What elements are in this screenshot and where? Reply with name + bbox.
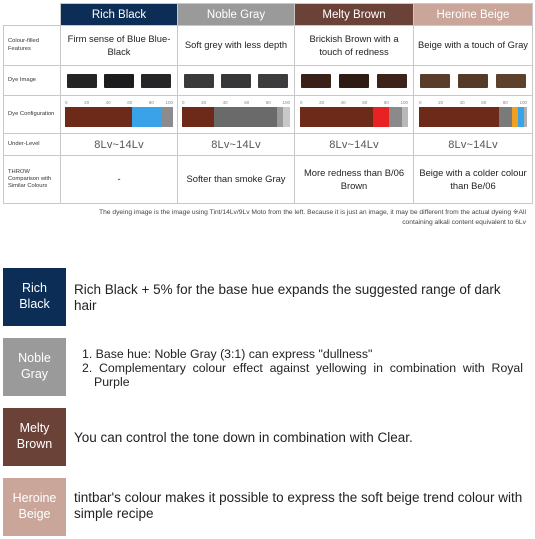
dye-image-cell [414,66,533,96]
throw-cell: Softer than smoke Gray [178,156,295,204]
features-cell: Firm sense of Blue Blue-Black [61,26,178,66]
desc-rich-black [3,268,532,326]
dye-config-cell [414,96,533,134]
col-header-rich-black: Rich Black [61,4,178,26]
config-tick-label: 20 [438,99,444,105]
dye-swatch [184,74,214,88]
dye-swatch [221,74,251,88]
row-label-features: Colour-filled Features [4,26,61,66]
tile-line2: Gray [20,367,49,381]
desc-text: You can control the tone down in combination with Clear. [74,430,413,445]
features-cell: Brickish Brown with a touch of redness [295,26,414,66]
throw-row [4,156,533,204]
desc-heroine-beige [3,478,532,536]
dye-image-row [4,66,533,96]
config-tick-label: 40 [459,99,465,105]
dye-config-bar [300,100,408,130]
desc-melty-brown [3,408,532,466]
config-tick-label: 60 [362,99,368,105]
dye-config-bar [182,100,290,130]
tile-rich-black [3,268,66,326]
tile-line1: Melty [19,421,50,436]
dyeing-note: The dyeing image is the image using Tint/14Lv/9Lv Moto from the left. Because it is just an image, it may be different from the actual dyeing ※All containing alkali content equivalent to 6Lv [98,209,526,227]
config-tick-label: 20 [319,99,325,105]
tile-line2: Brown [16,437,53,451]
config-tick-label: 60 [127,99,133,105]
config-tick-label: 80 [502,99,508,105]
tile-noble-gray [3,338,66,396]
dye-config-cell [295,96,414,134]
dye-swatch [420,74,450,88]
config-tick-label: 60 [244,99,250,105]
throw-cell: More redness than B/06 Brown [295,156,414,204]
tile-line2: Black [19,297,50,311]
config-segment [389,107,402,127]
config-tick-label: 0 [182,99,185,105]
swatch-group [414,74,532,88]
dye-swatch [301,74,331,88]
config-tick-label: 100 [519,99,527,105]
dye-swatch [496,74,526,88]
config-tick-label: 80 [383,99,389,105]
dye-config-cell [61,96,178,134]
under-level-cell: 8Lv~14Lv [61,134,178,156]
config-segment [524,107,527,127]
row-label-dye-config: Dye Configuration [4,96,61,134]
dye-swatch [458,74,488,88]
dye-image-cell [295,66,414,96]
config-segment [214,107,277,127]
dye-config-row [4,96,533,134]
tile-line1: Noble [18,351,51,366]
config-segment [499,107,512,127]
throw-cell: - [61,156,178,204]
config-tick-label: 100 [165,99,173,105]
tile-line2: Beige [18,507,51,521]
desc-list-item: 2. Complementary colour effect against yellowing in combination with Royal Purple [82,360,523,389]
config-tick-label: 60 [481,99,487,105]
config-tick-label: 100 [400,99,408,105]
desc-list-item: 1. Base hue: Noble Gray (3:1) can express "dullness" [82,347,373,361]
dye-swatch [104,74,134,88]
dye-config-bar [65,100,173,130]
features-cell: Beige with a touch of Gray [414,26,533,66]
colour-comparison-table [3,3,533,204]
throw-cell: Beige with a colder colour than Be/06 [414,156,533,204]
config-tick-label: 80 [148,99,154,105]
dye-swatch [67,74,97,88]
dye-swatch [339,74,369,88]
config-tick-label: 0 [300,99,303,105]
config-tick-label: 100 [282,99,290,105]
row-label-under-level: Under-Level [4,134,61,156]
config-segment [65,107,132,127]
under-level-cell: 8Lv~14Lv [178,134,295,156]
header-row [4,4,533,26]
dye-config-cell [178,96,295,134]
config-tick-label: 20 [84,99,90,105]
config-tick-label: 40 [105,99,111,105]
config-segment [283,107,289,127]
dye-config-bar [419,100,527,130]
desc-list [82,348,523,389]
config-segment [300,107,373,127]
tile-line1: Rich [21,281,47,296]
col-header-melty-brown: Melty Brown [295,4,414,26]
config-tick-label: 80 [265,99,271,105]
config-tick-label: 0 [65,99,68,105]
under-level-cell: 8Lv~14Lv [414,134,533,156]
config-segment [419,107,499,127]
tile-line1: Heroine [12,491,57,506]
desc-text: tintbar's colour makes it possible to express the soft beige trend colour with simple recipe [74,490,523,522]
dye-swatch [258,74,288,88]
features-cell: Soft grey with less depth [178,26,295,66]
row-label-throw: THROW Comparison with Similar Colours [4,156,61,204]
tile-melty-brown [3,408,66,466]
under-level-row [4,134,533,156]
dye-swatch [141,74,171,88]
config-segment [132,107,162,127]
config-tick-label: 40 [340,99,346,105]
header-corner [4,4,61,26]
desc-text: Rich Black + 5% for the base hue expands the suggested range of dark hair [74,282,501,314]
dye-swatch [377,74,407,88]
config-segment [182,107,214,127]
tile-heroine-beige [3,478,66,536]
col-header-heroine-beige: Heroine Beige [414,4,533,26]
config-tick-label: 20 [201,99,207,105]
under-level-cell: 8Lv~14Lv [295,134,414,156]
col-header-noble-gray: Noble Gray [178,4,295,26]
dye-image-cell [61,66,178,96]
config-tick-label: 40 [222,99,228,105]
swatch-group [61,74,177,88]
config-tick-label: 0 [419,99,422,105]
dye-image-cell [178,66,295,96]
swatch-group [295,74,413,88]
config-segment [402,107,408,127]
desc-noble-gray [3,338,532,396]
features-row [4,26,533,66]
config-segment [373,107,388,127]
config-segment [162,107,173,127]
row-label-dye-image: Dye Image [4,66,61,96]
swatch-group [178,74,294,88]
